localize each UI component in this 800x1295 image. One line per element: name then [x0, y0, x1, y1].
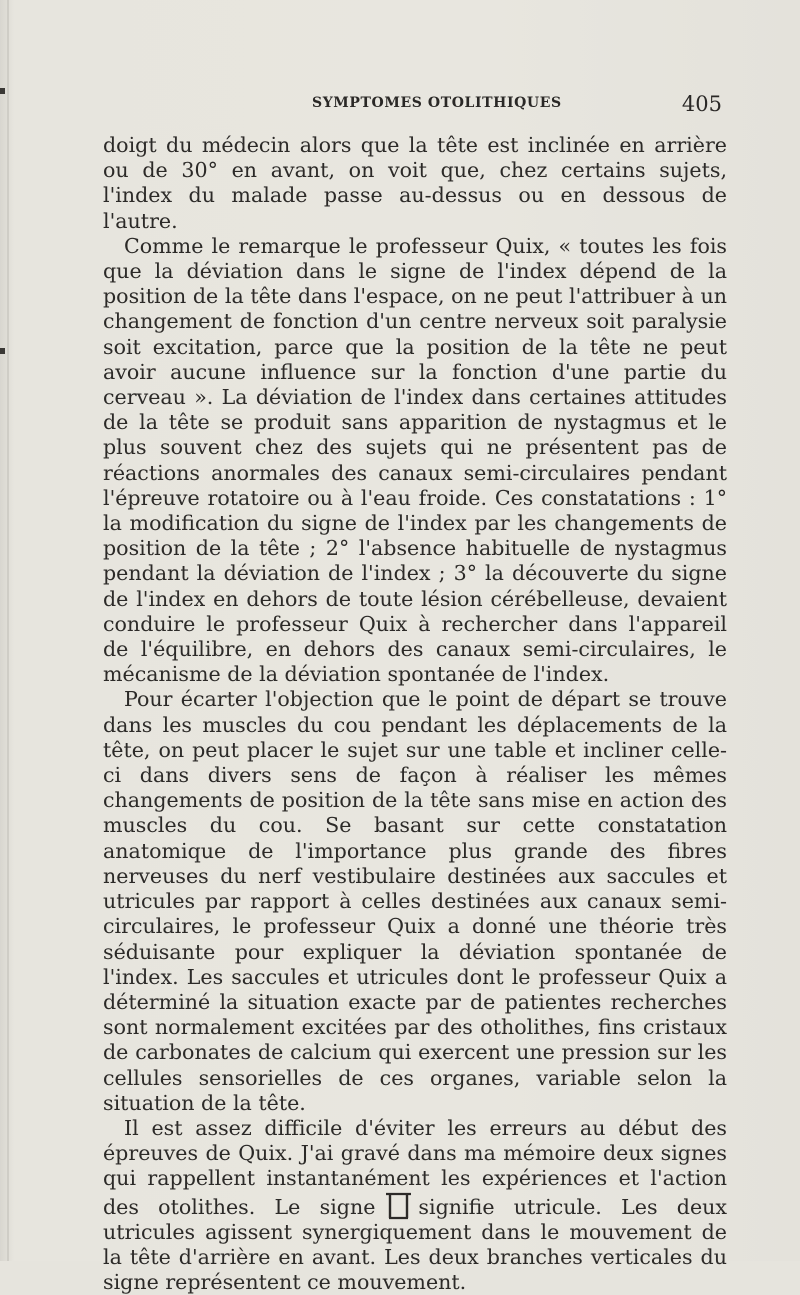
- running-title: SYMPTOMES OTOLITHIQUES: [312, 95, 562, 111]
- binding-gutter: [7, 0, 9, 1261]
- edge-mark-middle: [0, 348, 5, 354]
- running-head: [0, 92, 800, 119]
- utricle-sign-icon: [385, 1192, 412, 1220]
- body-text: [103, 133, 727, 1295]
- sign-word: signe: [319, 1194, 376, 1219]
- paragraph-signs-end: signifie utricule. Les deux utricules agissent synergiquement dans le mouvement de la tête d'arrière en avant. Les deux branches verticales du signe représentent ce mouvement.: [103, 1194, 728, 1295]
- page-number: 405: [681, 92, 722, 116]
- paragraph-continued: doigt du médecin alors que la tête est inclinée en arrière ou de 30° en avant, on voit que, chez certains sujets, l'index du malade passe au-dessus ou en dessous de l'autre.: [103, 133, 727, 233]
- paragraph-quix-quote: Comme le remarque le professeur Quix, « toutes les fois que la déviation dans le signe de l'index dépend de la position de la tête dans l'espace, on ne peut l'attribuer à un changement de fonction d'un centre nerveux soit paralysie soit excitation, parce que la position de la tête ne peut avoir aucune influence sur la fonction d'une partie du cerveau ». La déviation de l'index dans certaines attitudes de la tête se produit sans apparition de nystagmus et le plus souvent chez des sujets qui ne présentent pas de réactions anormales des canaux semi-circulaires pendant l'épreuve rotatoire ou à l'eau froide. Ces constatations : 1° la modification du signe de l'index par les changements de position de la tête ; 2° l'absence habituelle de nystagmus pendant la déviation de l'index ; 3° la découverte du signe de l'index en dehors de toute lésion cérébelleuse, devaient conduire le professeur Quix à rechercher dans l'appareil de l'équilibre, en dehors des canaux semi-circulaires, le mécanisme de la déviation spontanée de l'index.: [103, 233, 727, 687]
- paragraph-muscles-neck: Pour écarter l'objection que le point de départ se trouve dans les muscles du cou pendant les déplacements de la tête, on peut placer le sujet sur une table et incliner celle-ci dans divers sens de façon à réaliser les mêmes changements de position de la tête sans mise en action des muscles du cou. Se basant sur cette constatation anatomique de l'importance plus grande des fibres nerveuses du nerf vestibulaire destinées aux saccules et utricules par rapport à celles destinées aux canaux semi-circulaires, le professeur Quix a donné une théorie très séduisante pour expliquer la déviation spontanée de l'index. Les saccules et utricules dont le professeur Quix a déterminé la situation exacte par de patientes recherches sont normalement excitées par des otholithes, fins cristaux de carbonates de calcium qui exercent une pression sur les cellules sensorielles de ces organes, variable selon la situation de la tête.: [103, 687, 727, 1115]
- paragraph-signs: [103, 1116, 727, 1295]
- paragraph-signs-start: Il est assez difficile d'éviter les erreurs au début des épreuves de Quix. J'ai gravé dans ma mémoire deux signes qui rappellent instantanément les expériences et l'action des otolithes. Le: [103, 1115, 727, 1219]
- edge-mark-top: [0, 88, 5, 94]
